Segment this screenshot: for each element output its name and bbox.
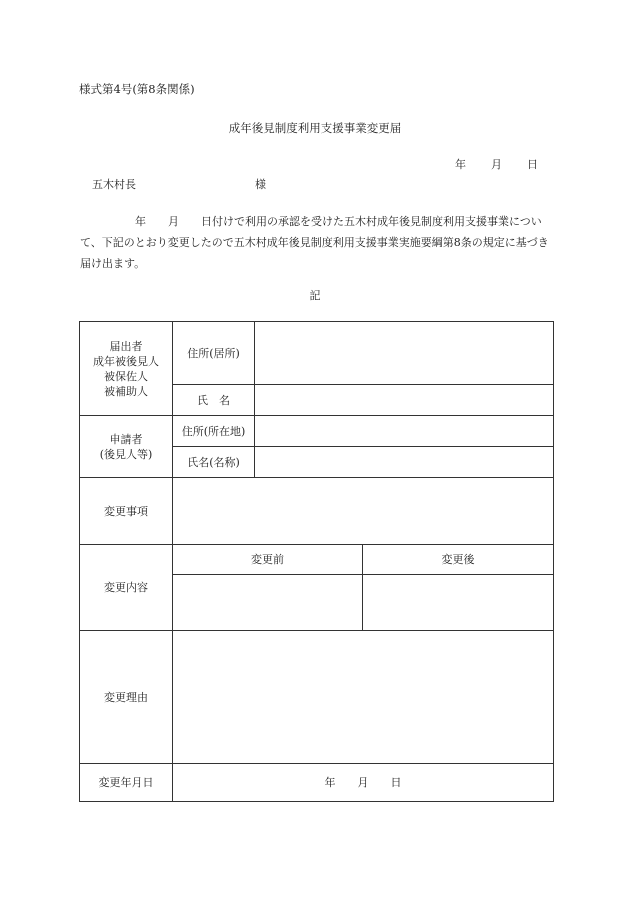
notifier-address-label: 住所(居所) <box>173 322 255 385</box>
date-month-label: 月 <box>491 158 502 171</box>
notifier-label-cell <box>80 322 173 416</box>
notifier-label-line4: 被補助人 <box>104 384 148 398</box>
form-number: 様式第4号(第8条関係) <box>79 82 195 96</box>
document-title: 成年後見制度利用支援事業変更届 <box>228 121 402 135</box>
before-column-header: 変更前 <box>173 545 363 575</box>
addressee-suffix: 様 <box>255 178 266 191</box>
notifier-address-field[interactable] <box>255 322 554 385</box>
applicant-name-label: 氏名(名称) <box>173 447 255 478</box>
before-content-field[interactable] <box>173 575 363 631</box>
after-content-field[interactable] <box>363 575 554 631</box>
change-date-field[interactable]: 年 月 日 <box>173 764 554 802</box>
date-day-label: 日 <box>527 158 538 171</box>
applicant-address-field[interactable] <box>255 416 554 447</box>
change-form-table <box>79 321 554 802</box>
applicant-label-line2: (後見人等) <box>99 447 153 461</box>
addressee-name: 五木村長 <box>92 178 136 191</box>
applicant-label-line1: 申請者 <box>109 432 143 446</box>
date-year-label: 年 <box>455 158 466 171</box>
submission-date <box>455 156 538 172</box>
applicant-label-cell <box>80 416 173 478</box>
applicant-address-label: 住所(所在地) <box>173 416 255 447</box>
change-reason-field[interactable] <box>173 631 554 764</box>
notifier-label-line3: 被保佐人 <box>104 369 148 383</box>
change-date-label: 変更年月日 <box>80 764 173 802</box>
ki-heading: 記 <box>309 289 321 302</box>
change-reason-label: 変更理由 <box>80 631 173 764</box>
notifier-label-line1: 届出者 <box>109 339 143 353</box>
notifier-name-label: 氏 名 <box>173 385 255 416</box>
change-item-label: 変更事項 <box>80 478 173 545</box>
after-column-header: 変更後 <box>363 545 554 575</box>
applicant-name-field[interactable] <box>255 447 554 478</box>
body-paragraph: 年 月 日付けで利用の承認を受けた五木村成年後見制度利用支援事業について、下記のとおり変更したので五木村成年後見制度利用支援事業実施要綱第8条の規定に基づき届け出ます。 <box>80 215 549 270</box>
change-item-field[interactable] <box>173 478 554 545</box>
change-content-label: 変更内容 <box>80 545 173 631</box>
notifier-name-field[interactable] <box>255 385 554 416</box>
notifier-label-line2: 成年被後見人 <box>93 354 159 368</box>
